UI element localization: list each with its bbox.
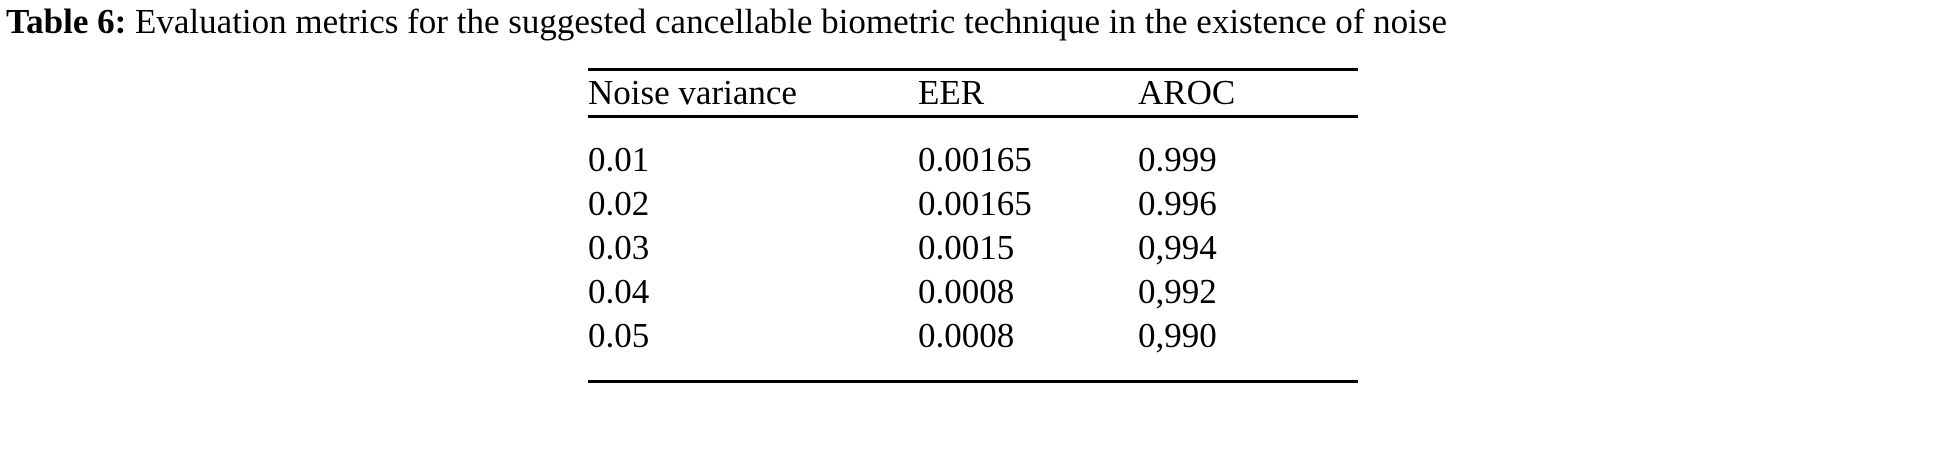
column-header-aroc: AROC: [1138, 70, 1358, 117]
cell-eer: 0.0008: [918, 272, 1015, 311]
column-header-eer: EER: [918, 70, 1138, 117]
cell-noise-variance: 0.02: [588, 184, 650, 223]
table-header-row: [588, 70, 1358, 117]
cell-aroc: 0.996: [1138, 184, 1217, 223]
cell-aroc: 0.999: [1138, 140, 1217, 179]
table-body: [588, 117, 1358, 382]
cell-noise-variance: 0.04: [588, 272, 650, 311]
table-row: [588, 117, 1358, 183]
cell-eer: 0.00165: [918, 184, 1032, 223]
table-row: [588, 226, 1358, 270]
cell-noise-variance: 0.01: [588, 140, 650, 179]
cell-eer: 0.0008: [918, 314, 1138, 382]
cell-aroc: 0,994: [1138, 228, 1217, 267]
cell-eer: 0.00165: [918, 140, 1032, 179]
caption-text: Evaluation metrics for the suggested cancellable biometric technique in the existence of noise: [126, 2, 1448, 41]
cell-eer: 0.0015: [918, 228, 1015, 267]
table-row: [588, 314, 1358, 382]
evaluation-metrics-table: [588, 68, 1358, 383]
cell-aroc: 0,992: [1138, 272, 1217, 311]
table-container: [588, 68, 1358, 383]
table-header: [588, 70, 1358, 117]
table-caption: [6, 0, 1950, 44]
cell-noise-variance: 0.05: [588, 314, 918, 382]
column-header-noise-variance: Noise variance: [588, 70, 918, 117]
caption-label: Table 6:: [6, 2, 127, 41]
table-row: [588, 270, 1358, 314]
cell-noise-variance: 0.03: [588, 228, 650, 267]
cell-aroc: 0,990: [1138, 314, 1358, 382]
table-row: [588, 182, 1358, 226]
